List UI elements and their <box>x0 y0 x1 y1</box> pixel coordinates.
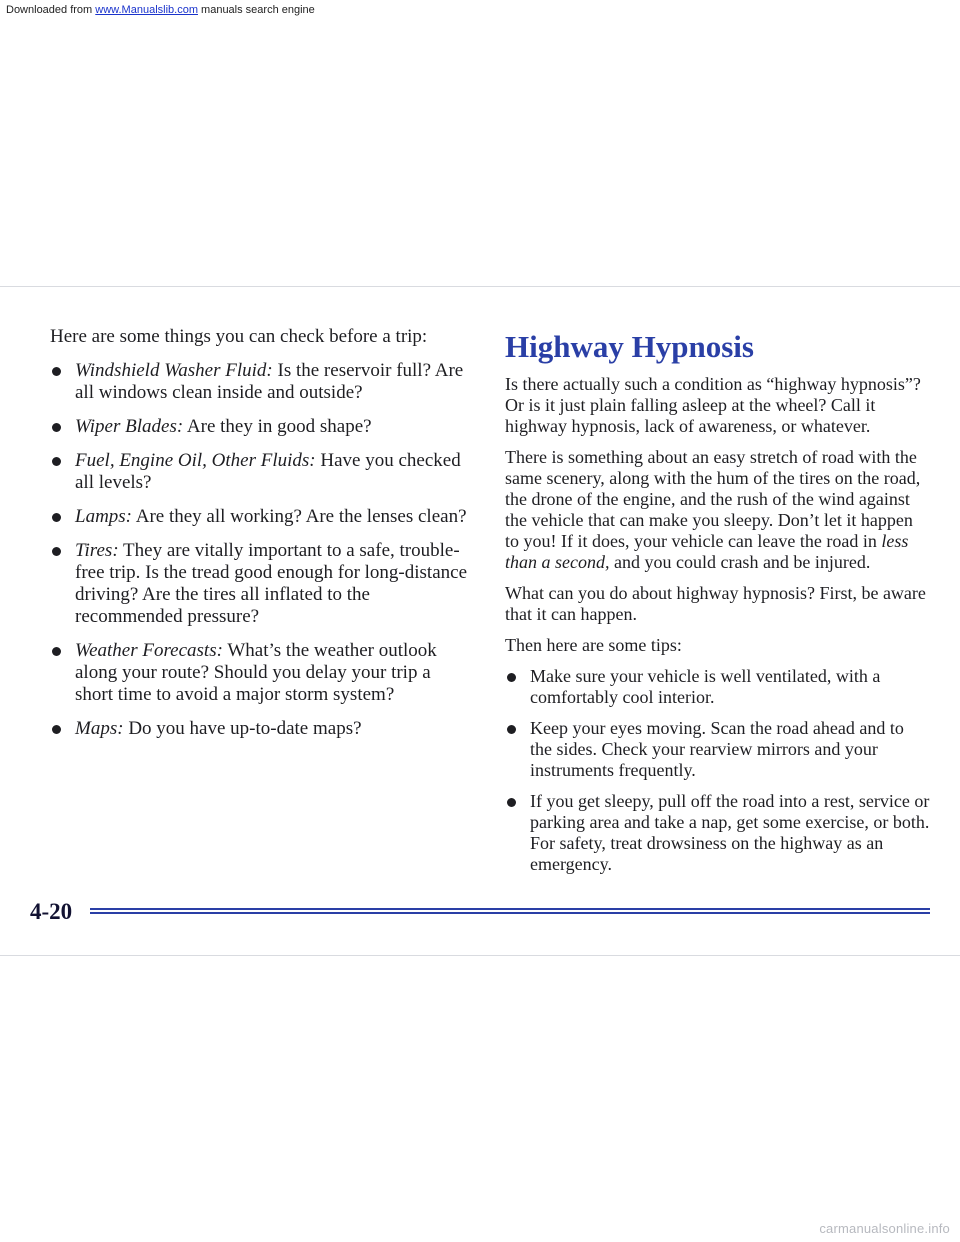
bullet-icon <box>52 725 61 734</box>
bullet-icon <box>52 647 61 656</box>
paragraph-tips-lead: Then here are some tips: <box>505 635 682 655</box>
manualslib-link[interactable]: www.Manualslib.com <box>95 4 198 16</box>
watermark: carmanualsonline.info <box>819 1221 950 1236</box>
bullet-icon <box>52 513 61 522</box>
emphasis-less-than-second: less than a second, <box>505 531 909 572</box>
footer-double-rule <box>90 908 930 915</box>
paragraph-intro: Is there actually such a condition as “highway hypnosis”? Or is it just plain falling asleep at the wheel? Call it highway hypnosis, lack of awareness, or whatever. <box>505 374 921 436</box>
bullet-icon <box>52 367 61 376</box>
highway-hypnosis-column <box>505 330 930 885</box>
paragraph-scenery: There is something about an easy stretch of road with the same scenery, along with the hum of the tires on the road, the drone of the engine, and the rush of the wind against the vehicle that can make you sleepy. Don’t let it happen to you! If it does, your vehicle can leave the road in less than a second, and you could crash and be injured. <box>505 447 921 572</box>
list-item: Lamps: Are they all working? Are the lenses clean? <box>50 506 470 528</box>
checklist-intro: Here are some things you can check before a trip: <box>50 326 428 347</box>
list-item: Windshield Washer Fluid: Is the reservoir full? Are all windows clean inside and outside? <box>50 360 470 404</box>
list-item: Maps: Do you have up-to-date maps? <box>50 718 470 740</box>
bullet-icon <box>507 725 516 734</box>
page-number: 4-20 <box>30 899 73 924</box>
list-item: Tires: They are vitally important to a safe, trouble-free trip. Is the tread good enough for long-distance driving? Are the tires all inflated to the recommended pressure? <box>50 540 470 628</box>
bullet-icon <box>52 547 61 556</box>
paragraph-what-to-do: What can you do about highway hypnosis? First, be aware that it can happen. <box>505 583 926 624</box>
list-item: Make sure your vehicle is well ventilated, with a comfortably cool interior. <box>505 666 930 708</box>
bullet-icon <box>507 673 516 682</box>
trip-checklist <box>50 360 470 740</box>
banner-suffix: manuals search engine <box>197 4 315 16</box>
bottom-divider <box>0 955 960 956</box>
list-item: Wiper Blades: Are they in good shape? <box>50 416 470 438</box>
tips-list <box>505 666 930 875</box>
bullet-icon <box>507 798 516 807</box>
bullet-icon <box>52 423 61 432</box>
footer-rule-line <box>90 912 930 914</box>
footer-rule-line <box>90 908 930 910</box>
section-title: Highway Hypnosis <box>505 329 754 364</box>
list-item: If you get sleepy, pull off the road into a rest, service or parking area and take a nap, get some exercise, or both. For safety, treat drowsiness on the highway as an emergency. <box>505 791 930 875</box>
list-item: Fuel, Engine Oil, Other Fluids: Have you checked all levels? <box>50 450 470 494</box>
bullet-icon <box>52 457 61 466</box>
list-item: Weather Forecasts: What’s the weather outlook along your route? Should you delay your trip a short time to avoid a major storm system? <box>50 640 470 706</box>
banner-prefix: Downloaded from <box>6 4 96 16</box>
trip-checklist-column <box>50 326 470 752</box>
list-item: Keep your eyes moving. Scan the road ahead and to the sides. Check your rearview mirrors and your instruments frequently. <box>505 718 930 781</box>
